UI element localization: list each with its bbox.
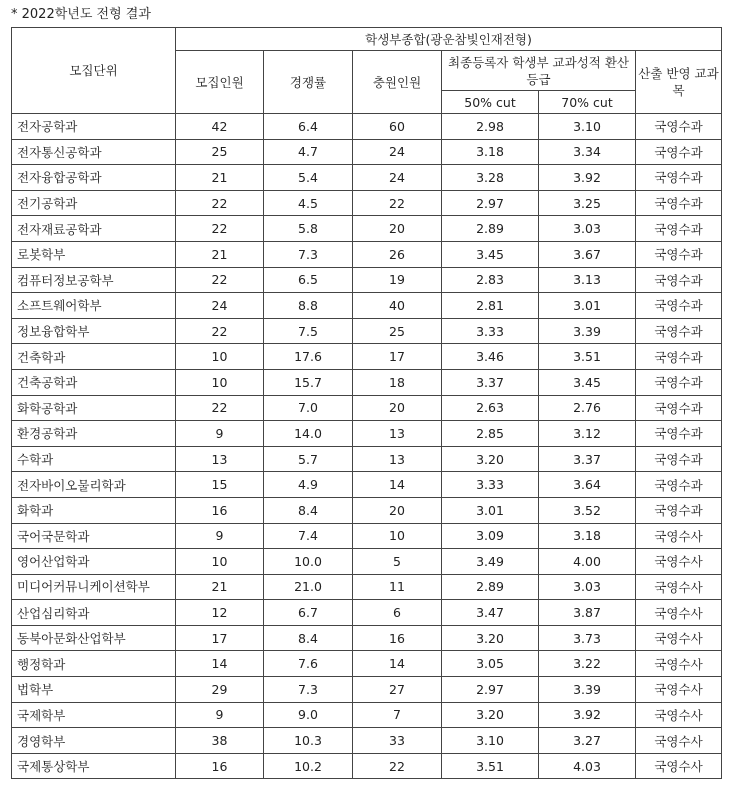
cell-unit-name: 컴퓨터정보공학부 bbox=[12, 267, 176, 293]
cell-cut70: 3.18 bbox=[539, 523, 636, 549]
table-row bbox=[12, 395, 722, 421]
cell-cut50: 3.10 bbox=[442, 728, 539, 754]
cell-subjects: 국영수사 bbox=[636, 600, 722, 626]
cell-cut70: 3.27 bbox=[539, 728, 636, 754]
cell-unit-name: 동북아문화산업학부 bbox=[12, 625, 176, 651]
cell-subjects: 국영수과 bbox=[636, 190, 722, 216]
cell-cut70: 3.87 bbox=[539, 600, 636, 626]
cell-cut70: 4.03 bbox=[539, 753, 636, 779]
table-row bbox=[12, 677, 722, 703]
cell-quota: 16 bbox=[176, 753, 264, 779]
cell-cut70: 2.76 bbox=[539, 395, 636, 421]
cell-cut70: 3.67 bbox=[539, 241, 636, 267]
table-row bbox=[12, 216, 722, 242]
cell-cut50: 3.46 bbox=[442, 344, 539, 370]
cell-cut50: 2.89 bbox=[442, 574, 539, 600]
cell-quota: 14 bbox=[176, 651, 264, 677]
admission-results-table bbox=[11, 27, 722, 779]
cell-quota: 15 bbox=[176, 472, 264, 498]
cell-subjects: 국영수과 bbox=[636, 241, 722, 267]
header-quota: 모집인원 bbox=[176, 51, 264, 114]
cell-cut50: 3.47 bbox=[442, 600, 539, 626]
table-row bbox=[12, 318, 722, 344]
cell-ratio: 7.5 bbox=[264, 318, 353, 344]
cell-cut70: 3.39 bbox=[539, 318, 636, 344]
cell-cut70: 3.03 bbox=[539, 216, 636, 242]
cell-cut50: 3.01 bbox=[442, 497, 539, 523]
table-row bbox=[12, 114, 722, 140]
cell-subjects: 국영수과 bbox=[636, 318, 722, 344]
cell-quota: 10 bbox=[176, 344, 264, 370]
cell-unit-name: 수학과 bbox=[12, 446, 176, 472]
table-row bbox=[12, 702, 722, 728]
cell-cut50: 3.49 bbox=[442, 549, 539, 575]
cell-filled: 5 bbox=[353, 549, 442, 575]
cell-cut50: 3.20 bbox=[442, 446, 539, 472]
cell-ratio: 8.8 bbox=[264, 293, 353, 319]
cell-filled: 10 bbox=[353, 523, 442, 549]
table-row bbox=[12, 600, 722, 626]
cell-ratio: 7.4 bbox=[264, 523, 353, 549]
cell-unit-name: 전자재료공학과 bbox=[12, 216, 176, 242]
cell-filled: 27 bbox=[353, 677, 442, 703]
cell-subjects: 국영수사 bbox=[636, 728, 722, 754]
cell-ratio: 9.0 bbox=[264, 702, 353, 728]
table-body bbox=[12, 114, 722, 779]
cell-ratio: 5.8 bbox=[264, 216, 353, 242]
cell-ratio: 17.6 bbox=[264, 344, 353, 370]
cell-subjects: 국영수과 bbox=[636, 293, 722, 319]
cell-filled: 19 bbox=[353, 267, 442, 293]
cell-subjects: 국영수과 bbox=[636, 114, 722, 140]
header-subjects: 산출 반영 교과목 bbox=[636, 51, 722, 114]
cell-filled: 14 bbox=[353, 472, 442, 498]
cell-cut50: 3.18 bbox=[442, 139, 539, 165]
cell-filled: 24 bbox=[353, 165, 442, 191]
cell-unit-name: 건축공학과 bbox=[12, 369, 176, 395]
cell-subjects: 국영수과 bbox=[636, 216, 722, 242]
cell-unit-name: 전자통신공학과 bbox=[12, 139, 176, 165]
cell-ratio: 8.4 bbox=[264, 497, 353, 523]
cell-filled: 11 bbox=[353, 574, 442, 600]
cell-cut50: 3.37 bbox=[442, 369, 539, 395]
cell-ratio: 8.4 bbox=[264, 625, 353, 651]
cell-filled: 25 bbox=[353, 318, 442, 344]
cell-unit-name: 화학공학과 bbox=[12, 395, 176, 421]
cell-subjects: 국영수사 bbox=[636, 574, 722, 600]
cell-ratio: 6.7 bbox=[264, 600, 353, 626]
table-row bbox=[12, 497, 722, 523]
cell-quota: 38 bbox=[176, 728, 264, 754]
cell-quota: 17 bbox=[176, 625, 264, 651]
cell-cut70: 3.12 bbox=[539, 421, 636, 447]
cell-unit-name: 정보융합학부 bbox=[12, 318, 176, 344]
cell-quota: 21 bbox=[176, 241, 264, 267]
cell-cut50: 3.33 bbox=[442, 318, 539, 344]
cell-cut50: 3.45 bbox=[442, 241, 539, 267]
cell-quota: 9 bbox=[176, 702, 264, 728]
cell-filled: 26 bbox=[353, 241, 442, 267]
table-row bbox=[12, 165, 722, 191]
cell-cut70: 3.51 bbox=[539, 344, 636, 370]
cell-ratio: 4.5 bbox=[264, 190, 353, 216]
table-row bbox=[12, 728, 722, 754]
cell-ratio: 21.0 bbox=[264, 574, 353, 600]
cell-filled: 22 bbox=[353, 190, 442, 216]
cell-ratio: 6.4 bbox=[264, 114, 353, 140]
table-caption: * 2022학년도 전형 결과 bbox=[11, 7, 151, 22]
header-filled: 충원인원 bbox=[353, 51, 442, 114]
cell-filled: 24 bbox=[353, 139, 442, 165]
cell-filled: 22 bbox=[353, 753, 442, 779]
cell-subjects: 국영수과 bbox=[636, 446, 722, 472]
cell-cut70: 3.52 bbox=[539, 497, 636, 523]
cell-filled: 6 bbox=[353, 600, 442, 626]
cell-unit-name: 전자공학과 bbox=[12, 114, 176, 140]
cell-cut70: 3.03 bbox=[539, 574, 636, 600]
cell-cut70: 3.45 bbox=[539, 369, 636, 395]
table-row bbox=[12, 369, 722, 395]
cell-quota: 29 bbox=[176, 677, 264, 703]
cell-quota: 13 bbox=[176, 446, 264, 472]
table-row bbox=[12, 651, 722, 677]
cell-unit-name: 경영학부 bbox=[12, 728, 176, 754]
cell-filled: 13 bbox=[353, 446, 442, 472]
cell-ratio: 7.6 bbox=[264, 651, 353, 677]
cell-cut70: 3.92 bbox=[539, 165, 636, 191]
cell-ratio: 4.7 bbox=[264, 139, 353, 165]
table-row bbox=[12, 139, 722, 165]
cell-unit-name: 건축학과 bbox=[12, 344, 176, 370]
cell-cut70: 3.92 bbox=[539, 702, 636, 728]
cell-ratio: 14.0 bbox=[264, 421, 353, 447]
cell-quota: 16 bbox=[176, 497, 264, 523]
header-ratio: 경쟁률 bbox=[264, 51, 353, 114]
cell-unit-name: 전자바이오물리학과 bbox=[12, 472, 176, 498]
cell-unit-name: 국어국문학과 bbox=[12, 523, 176, 549]
cell-cut50: 3.51 bbox=[442, 753, 539, 779]
cell-quota: 10 bbox=[176, 369, 264, 395]
table-row bbox=[12, 293, 722, 319]
cell-cut70: 3.25 bbox=[539, 190, 636, 216]
cell-ratio: 5.7 bbox=[264, 446, 353, 472]
cell-unit-name: 산업심리학과 bbox=[12, 600, 176, 626]
cell-cut50: 2.98 bbox=[442, 114, 539, 140]
cell-cut50: 2.89 bbox=[442, 216, 539, 242]
cell-cut50: 3.05 bbox=[442, 651, 539, 677]
cell-unit-name: 영어산업학과 bbox=[12, 549, 176, 575]
cell-cut50: 2.97 bbox=[442, 190, 539, 216]
cell-cut50: 2.63 bbox=[442, 395, 539, 421]
cell-ratio: 7.3 bbox=[264, 677, 353, 703]
cell-subjects: 국영수과 bbox=[636, 421, 722, 447]
cell-unit-name: 전자융합공학과 bbox=[12, 165, 176, 191]
cell-quota: 22 bbox=[176, 190, 264, 216]
cell-subjects: 국영수과 bbox=[636, 497, 722, 523]
cell-cut50: 2.83 bbox=[442, 267, 539, 293]
table-row bbox=[12, 472, 722, 498]
cell-filled: 20 bbox=[353, 216, 442, 242]
cell-subjects: 국영수과 bbox=[636, 267, 722, 293]
cell-quota: 22 bbox=[176, 267, 264, 293]
cell-quota: 22 bbox=[176, 318, 264, 344]
cell-quota: 9 bbox=[176, 421, 264, 447]
cell-filled: 17 bbox=[353, 344, 442, 370]
cell-ratio: 5.4 bbox=[264, 165, 353, 191]
cell-subjects: 국영수사 bbox=[636, 625, 722, 651]
cell-subjects: 국영수사 bbox=[636, 523, 722, 549]
cell-unit-name: 국제통상학부 bbox=[12, 753, 176, 779]
cell-cut70: 3.64 bbox=[539, 472, 636, 498]
cell-filled: 20 bbox=[353, 497, 442, 523]
cell-cut70: 3.10 bbox=[539, 114, 636, 140]
cell-filled: 7 bbox=[353, 702, 442, 728]
cell-filled: 14 bbox=[353, 651, 442, 677]
cell-subjects: 국영수과 bbox=[636, 395, 722, 421]
cell-subjects: 국영수사 bbox=[636, 702, 722, 728]
cell-subjects: 국영수사 bbox=[636, 549, 722, 575]
cell-filled: 18 bbox=[353, 369, 442, 395]
cell-unit-name: 미디어커뮤니케이션학부 bbox=[12, 574, 176, 600]
cell-subjects: 국영수과 bbox=[636, 139, 722, 165]
cell-filled: 60 bbox=[353, 114, 442, 140]
cell-cut70: 3.13 bbox=[539, 267, 636, 293]
cell-ratio: 15.7 bbox=[264, 369, 353, 395]
cell-subjects: 국영수과 bbox=[636, 369, 722, 395]
cell-quota: 25 bbox=[176, 139, 264, 165]
cell-unit-name: 법학부 bbox=[12, 677, 176, 703]
cell-cut70: 3.01 bbox=[539, 293, 636, 319]
cell-cut50: 2.85 bbox=[442, 421, 539, 447]
cell-subjects: 국영수과 bbox=[636, 344, 722, 370]
cell-subjects: 국영수사 bbox=[636, 651, 722, 677]
table-row bbox=[12, 574, 722, 600]
cell-ratio: 4.9 bbox=[264, 472, 353, 498]
header-group: 학생부종합(광운참빛인재전형) bbox=[176, 28, 722, 51]
cell-filled: 16 bbox=[353, 625, 442, 651]
cell-unit-name: 전기공학과 bbox=[12, 190, 176, 216]
cell-subjects: 국영수과 bbox=[636, 472, 722, 498]
cell-quota: 12 bbox=[176, 600, 264, 626]
cell-unit-name: 로봇학부 bbox=[12, 241, 176, 267]
header-grade-group: 최종등록자 학생부 교과성적 환산등급 bbox=[442, 51, 636, 91]
table-row bbox=[12, 625, 722, 651]
cell-quota: 10 bbox=[176, 549, 264, 575]
cell-subjects: 국영수사 bbox=[636, 753, 722, 779]
cell-ratio: 6.5 bbox=[264, 267, 353, 293]
cell-subjects: 국영수과 bbox=[636, 165, 722, 191]
cell-filled: 40 bbox=[353, 293, 442, 319]
table-row bbox=[12, 549, 722, 575]
cell-filled: 20 bbox=[353, 395, 442, 421]
cell-unit-name: 소프트웨어학부 bbox=[12, 293, 176, 319]
cell-filled: 13 bbox=[353, 421, 442, 447]
table-row bbox=[12, 421, 722, 447]
cell-subjects: 국영수사 bbox=[636, 677, 722, 703]
cell-unit-name: 화학과 bbox=[12, 497, 176, 523]
cell-quota: 24 bbox=[176, 293, 264, 319]
cell-cut70: 4.00 bbox=[539, 549, 636, 575]
cell-quota: 22 bbox=[176, 216, 264, 242]
header-cut70: 70% cut bbox=[539, 91, 636, 114]
cell-cut50: 3.09 bbox=[442, 523, 539, 549]
table-row bbox=[12, 241, 722, 267]
table-row bbox=[12, 267, 722, 293]
table-row bbox=[12, 523, 722, 549]
table-row bbox=[12, 190, 722, 216]
cell-cut50: 3.33 bbox=[442, 472, 539, 498]
header-cut50: 50% cut bbox=[442, 91, 539, 114]
cell-quota: 21 bbox=[176, 574, 264, 600]
cell-filled: 33 bbox=[353, 728, 442, 754]
cell-cut70: 3.22 bbox=[539, 651, 636, 677]
cell-ratio: 10.3 bbox=[264, 728, 353, 754]
cell-quota: 9 bbox=[176, 523, 264, 549]
cell-ratio: 10.2 bbox=[264, 753, 353, 779]
cell-cut50: 2.97 bbox=[442, 677, 539, 703]
cell-ratio: 7.3 bbox=[264, 241, 353, 267]
cell-cut50: 2.81 bbox=[442, 293, 539, 319]
cell-ratio: 7.0 bbox=[264, 395, 353, 421]
table-row bbox=[12, 344, 722, 370]
cell-unit-name: 환경공학과 bbox=[12, 421, 176, 447]
cell-cut50: 3.20 bbox=[442, 702, 539, 728]
table-row bbox=[12, 753, 722, 779]
cell-quota: 22 bbox=[176, 395, 264, 421]
cell-cut50: 3.28 bbox=[442, 165, 539, 191]
cell-ratio: 10.0 bbox=[264, 549, 353, 575]
cell-unit-name: 국제학부 bbox=[12, 702, 176, 728]
table-row bbox=[12, 446, 722, 472]
cell-unit-name: 행정학과 bbox=[12, 651, 176, 677]
cell-cut70: 3.34 bbox=[539, 139, 636, 165]
cell-cut50: 3.20 bbox=[442, 625, 539, 651]
header-unit: 모집단위 bbox=[12, 28, 176, 114]
cell-cut70: 3.39 bbox=[539, 677, 636, 703]
cell-cut70: 3.37 bbox=[539, 446, 636, 472]
cell-cut70: 3.73 bbox=[539, 625, 636, 651]
cell-quota: 42 bbox=[176, 114, 264, 140]
cell-quota: 21 bbox=[176, 165, 264, 191]
